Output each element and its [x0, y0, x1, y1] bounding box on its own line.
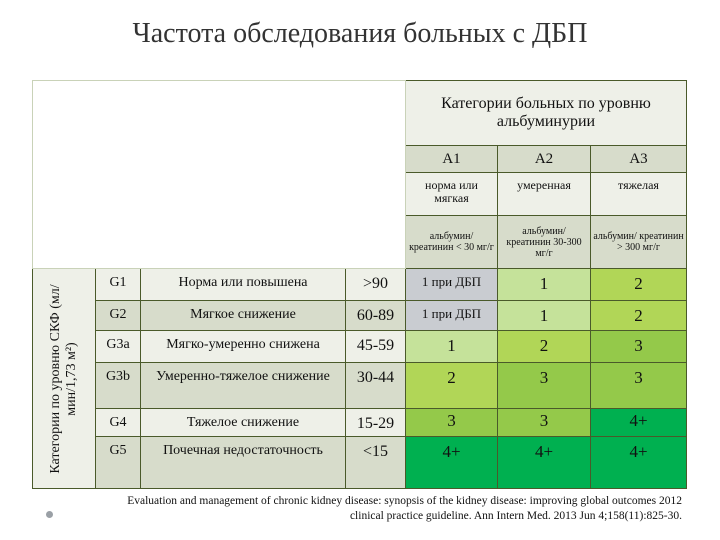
row-code: G1 — [96, 269, 141, 301]
col-code-a2: A2 — [498, 146, 591, 173]
col-range-a1: альбумин/ креатинин < 30 мг/г — [406, 216, 498, 269]
freq-cell: 2 — [498, 331, 591, 363]
gfr-header: Категории по уровню СКФ (мл/мин/1,73 м²) — [47, 283, 79, 474]
row-value: >90 — [346, 269, 406, 301]
row-desc: Норма или повышена — [141, 269, 346, 301]
row-code: G3a — [96, 331, 141, 363]
freq-cell: 3 — [591, 363, 687, 409]
freq-cell: 1 — [406, 331, 498, 363]
freq-cell: 3 — [498, 409, 591, 437]
footnote: Evaluation and management of chronic kidney disease: synopsis of the kidney disease: improving global outcomes 2012 clinical practice guideline. Ann Intern Med. 2013 Jun 4;158(11):825-30. — [127, 495, 682, 522]
row-code: G4 — [96, 409, 141, 437]
row-value: 15-29 — [346, 409, 406, 437]
freq-cell: 4+ — [498, 437, 591, 489]
row-value: <15 — [346, 437, 406, 489]
row-desc: Мягко-умеренно снижена — [141, 331, 346, 363]
row-desc: Почечная недостаточность — [141, 437, 346, 489]
freq-cell: 1 при ДБП — [406, 301, 498, 331]
table-row — [33, 301, 687, 331]
freq-cell: 2 — [591, 269, 687, 301]
gfr-header-cell — [33, 269, 96, 489]
row-code: G2 — [96, 301, 141, 331]
table-row — [33, 409, 687, 437]
row-code: G3b — [96, 363, 141, 409]
col-code-a3: A3 — [591, 146, 687, 173]
freq-cell: 2 — [406, 363, 498, 409]
table-row — [33, 269, 687, 301]
albuminuria-header: Категории больных по уровню альбуминурии — [406, 81, 687, 146]
freq-cell: 3 — [591, 331, 687, 363]
freq-cell: 1 — [498, 269, 591, 301]
slide-title: Частота обследования больных с ДБП — [132, 18, 588, 49]
ckd-frequency-table — [32, 80, 687, 489]
table-row — [33, 363, 687, 409]
freq-cell: 1 при ДБП — [406, 269, 498, 301]
row-desc: Умеренно-тяжелое снижение — [141, 363, 346, 409]
row-code: G5 — [96, 437, 141, 489]
row-desc: Тяжелое снижение — [141, 409, 346, 437]
row-value: 60-89 — [346, 301, 406, 331]
freq-cell: 3 — [406, 409, 498, 437]
freq-cell: 2 — [591, 301, 687, 331]
col-code-a1: A1 — [406, 146, 498, 173]
table-row — [33, 331, 687, 363]
freq-cell: 4+ — [591, 409, 687, 437]
col-range-a3: альбумин/ креатинин > 300 мг/г — [591, 216, 687, 269]
col-name-a2: умеренная — [498, 173, 591, 216]
freq-cell: 3 — [498, 363, 591, 409]
row-value: 30-44 — [346, 363, 406, 409]
bullet-icon — [46, 511, 53, 518]
row-value: 45-59 — [346, 331, 406, 363]
freq-cell: 4+ — [591, 437, 687, 489]
row-desc: Мягкое снижение — [141, 301, 346, 331]
freq-cell: 4+ — [406, 437, 498, 489]
empty-corner — [33, 81, 406, 269]
col-name-a1: норма или мягкая — [406, 173, 498, 216]
col-range-a2: альбумин/ креатинин 30-300 мг/г — [498, 216, 591, 269]
freq-cell: 1 — [498, 301, 591, 331]
table-row — [33, 437, 687, 489]
col-name-a3: тяжелая — [591, 173, 687, 216]
